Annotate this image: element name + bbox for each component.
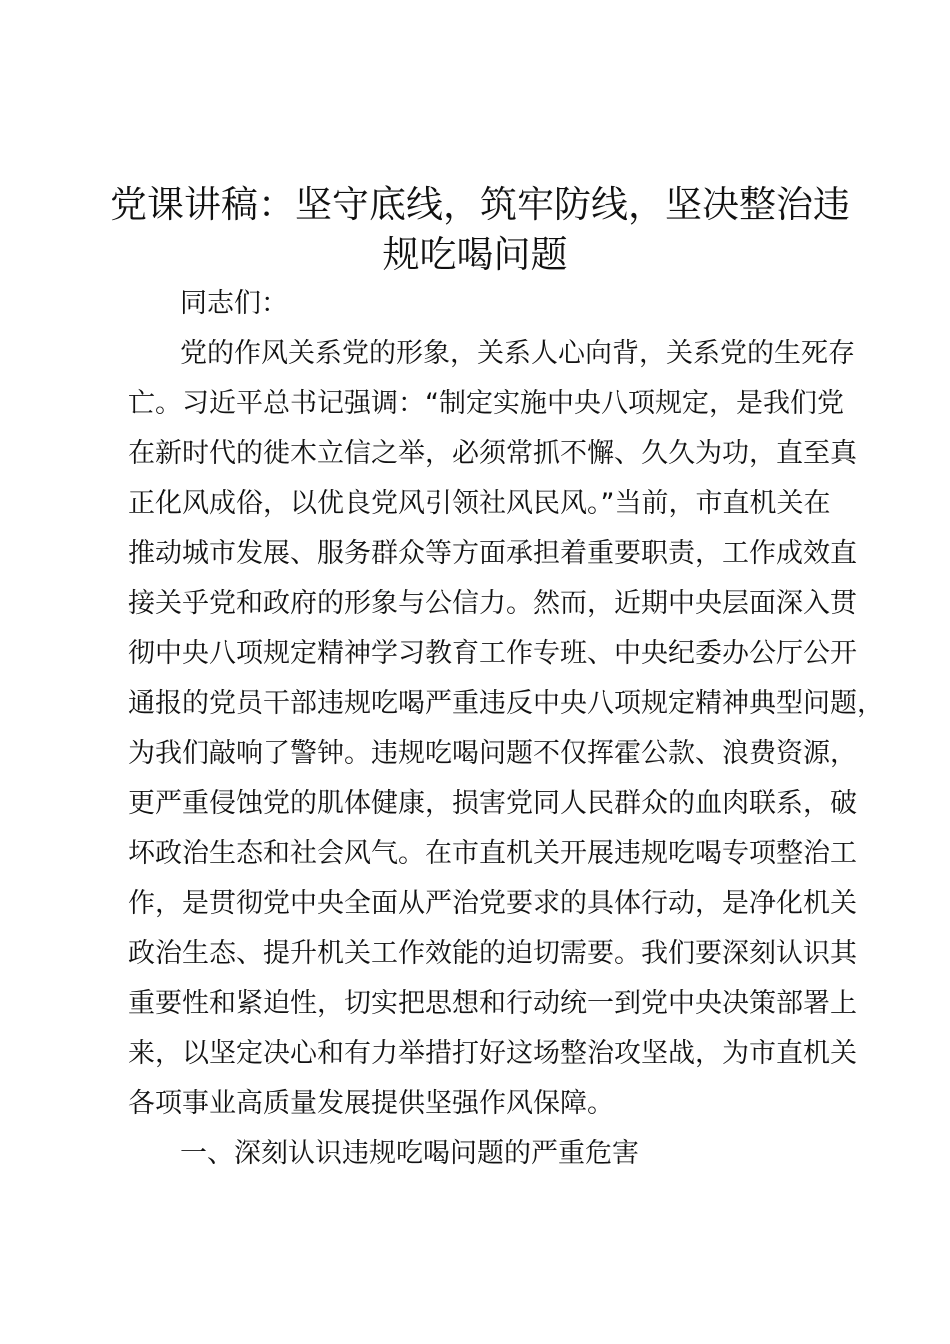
paragraph-line: 正化风成俗，以优良党风引领社风民风。”当前，市直机关在 <box>128 488 831 519</box>
title-line: 党课讲稿：坚守底线，筑牢防线，坚决整治违 <box>110 183 850 226</box>
paragraph-line: 各项事业高质量发展提供坚强作风保障。 <box>128 1088 614 1119</box>
paragraph-line: 亡。习近平总书记强调：“制定实施中央八项规定，是我们党 <box>128 388 844 419</box>
paragraph-line: 接关乎党和政府的形象与公信力。然而，近期中央层面深入贯 <box>128 588 857 619</box>
title-line: 规吃喝问题 <box>382 233 568 276</box>
section-heading: 一、深刻认识违规吃喝问题的严重危害 <box>180 1138 639 1169</box>
paragraph-line: 党的作风关系党的形象，关系人心向背，关系党的生死存 <box>180 338 855 369</box>
paragraph-line: 推动城市发展、服务群众等方面承担着重要职责，工作成效直 <box>128 538 857 569</box>
paragraph-line: 通报的党员干部违规吃喝严重违反中央八项规定精神典型问题， <box>128 688 884 719</box>
paragraph-line: 坏政治生态和社会风气。在市直机关开展违规吃喝专项整治工 <box>128 838 857 869</box>
document-title <box>110 180 850 280</box>
paragraph-line: 重要性和紧迫性，切实把思想和行动统一到党中央决策部署上 <box>128 988 857 1019</box>
paragraph-line: 更严重侵蚀党的肌体健康，损害党同人民群众的血肉联系，破 <box>128 788 857 819</box>
paragraph-line: 为我们敲响了警钟。违规吃喝问题不仅挥霍公款、浪费资源， <box>128 738 857 769</box>
paragraph-line: 政治生态、提升机关工作效能的迫切需要。我们要深刻认识其 <box>128 938 857 969</box>
paragraph-line: 来，以坚定决心和有力举措打好这场整治攻坚战，为市直机关 <box>128 1038 857 1069</box>
paragraph-line: 在新时代的徙木立信之举，必须常抓不懈、久久为功，直至真 <box>128 438 857 469</box>
paragraph-line: 彻中央八项规定精神学习教育工作专班、中央纪委办公厅公开 <box>128 638 857 669</box>
paragraph-line: 作，是贯彻党中央全面从严治党要求的具体行动，是净化机关 <box>128 888 857 919</box>
salutation: 同志们： <box>180 288 288 319</box>
